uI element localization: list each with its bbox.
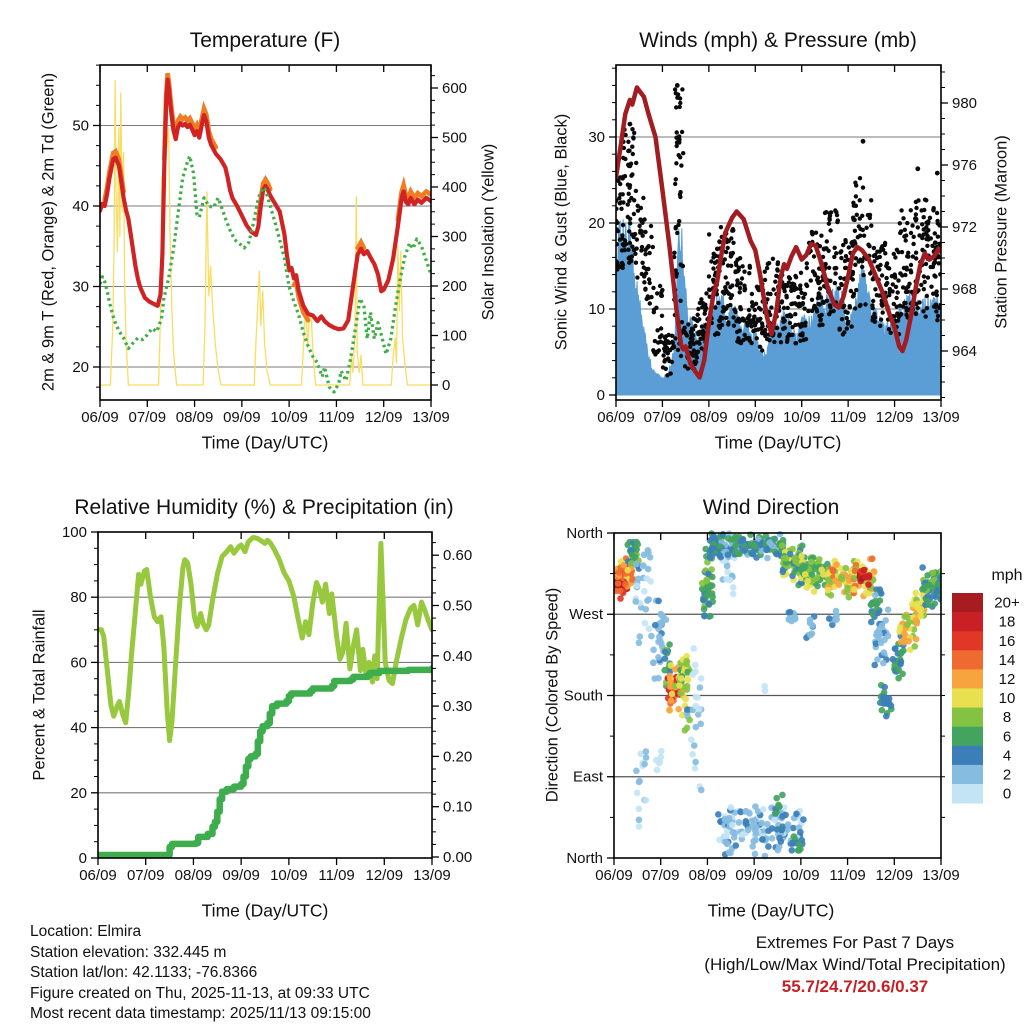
station-latlon-line: Station lat/lon: 42.1133; -76.8366 — [30, 964, 258, 981]
svg-text:20+: 20+ — [994, 594, 1020, 612]
svg-text:0: 0 — [1002, 785, 1012, 803]
svg-text:13/09: 13/09 — [922, 867, 960, 884]
wind-direction-title: Wind Direction — [702, 496, 840, 519]
svg-text:08/09: 08/09 — [690, 409, 728, 426]
temperature-xlabel: Time (Day/UTC) — [201, 432, 329, 453]
winds-pressure-title: Winds (mph) & Pressure (mb) — [639, 29, 917, 52]
svg-text:09/09: 09/09 — [222, 867, 260, 884]
svg-text:0: 0 — [596, 387, 605, 404]
svg-text:06/09: 06/09 — [81, 409, 119, 426]
svg-text:0.40: 0.40 — [443, 647, 473, 665]
svg-text:06/09: 06/09 — [597, 409, 635, 426]
svg-text:200: 200 — [442, 278, 468, 295]
svg-text:60: 60 — [70, 654, 87, 672]
svg-text:06/09: 06/09 — [79, 867, 117, 884]
svg-text:8: 8 — [1002, 709, 1012, 727]
svg-text:12/09: 12/09 — [364, 409, 403, 426]
extremes-block — [690, 932, 1020, 998]
svg-text:07/09: 07/09 — [643, 409, 682, 426]
svg-text:13/09: 13/09 — [922, 409, 960, 426]
svg-text:980: 980 — [952, 95, 978, 112]
svg-text:0: 0 — [78, 850, 87, 867]
svg-text:50: 50 — [72, 117, 89, 135]
svg-text:20: 20 — [72, 359, 89, 376]
svg-text:14: 14 — [998, 651, 1016, 669]
svg-text:09/09: 09/09 — [735, 867, 773, 884]
svg-text:16: 16 — [998, 632, 1016, 650]
temperature-plot — [0, 0, 512, 470]
direction-ylabel-left: Direction (Colored By Speed) — [543, 587, 562, 803]
svg-text:12: 12 — [998, 670, 1016, 688]
solar-ylabel-right: Solar Insolation (Yellow) — [479, 143, 498, 321]
svg-text:11/09: 11/09 — [829, 409, 867, 426]
svg-text:6: 6 — [1002, 728, 1012, 746]
svg-text:20: 20 — [588, 215, 605, 232]
svg-text:09/09: 09/09 — [223, 409, 261, 426]
svg-text:0.30: 0.30 — [443, 698, 473, 716]
temperature-ylabel-left: 2m & 9m T (Red, Orange) & 2m Td (Green) — [39, 72, 58, 392]
svg-text:07/09: 07/09 — [641, 867, 680, 884]
svg-text:13/09: 13/09 — [412, 409, 450, 426]
svg-text:South: South — [563, 687, 603, 705]
svg-text:12/09: 12/09 — [365, 867, 404, 884]
svg-text:North: North — [566, 850, 603, 867]
humidity-xlabel: Time (Day/UTC) — [201, 900, 329, 921]
extremes-values: 55.7/24.7/20.6/0.37 — [781, 977, 929, 996]
svg-text:300: 300 — [442, 228, 468, 246]
pressure-ylabel-right: Station Pressure (Maroon) — [992, 135, 1011, 329]
svg-text:18: 18 — [998, 613, 1016, 631]
station-location-line: Location: Elmira — [30, 923, 142, 940]
winds-xlabel: Time (Day/UTC) — [714, 432, 842, 453]
svg-text:0: 0 — [442, 377, 451, 394]
extremes-title: Extremes For Past 7 Days — [755, 933, 955, 952]
svg-text:08/09: 08/09 — [174, 867, 213, 884]
svg-text:12/09: 12/09 — [875, 409, 914, 426]
humidity-precip-plot — [0, 470, 512, 930]
svg-text:500: 500 — [442, 129, 468, 147]
svg-text:30: 30 — [588, 129, 605, 146]
station-elevation-line: Station elevation: 332.445 m — [30, 943, 227, 961]
svg-text:100: 100 — [61, 524, 87, 541]
station-info-block — [30, 922, 371, 1024]
svg-text:100: 100 — [442, 327, 468, 345]
direction-xlabel: Time (Day/UTC) — [707, 900, 835, 921]
svg-text:400: 400 — [442, 179, 468, 196]
svg-text:0.20: 0.20 — [443, 748, 473, 766]
svg-text:40: 40 — [70, 719, 87, 737]
svg-text:07/09: 07/09 — [128, 409, 167, 426]
svg-text:0.50: 0.50 — [443, 597, 473, 615]
svg-text:40: 40 — [72, 198, 89, 215]
data-timestamp-line: Most recent data timestamp: 2025/11/13 09:15:00 — [30, 1005, 371, 1022]
svg-text:972: 972 — [952, 219, 978, 236]
winds-pressure-plot — [512, 0, 1024, 470]
humidity-precip-title: Relative Humidity (%) & Precipitation (in) — [74, 496, 454, 519]
svg-text:08/09: 08/09 — [688, 867, 727, 884]
svg-text:East: East — [572, 768, 603, 786]
wind-ylabel-left: Sonic Wind & Gust (Blue, Black) — [552, 113, 571, 351]
temperature-title: Temperature (F) — [189, 29, 341, 52]
wind-direction-plot — [512, 470, 1024, 930]
svg-text:2: 2 — [1002, 766, 1012, 784]
svg-text:07/09: 07/09 — [126, 867, 165, 884]
svg-text:20: 20 — [70, 784, 87, 802]
svg-text:10/09: 10/09 — [270, 409, 308, 426]
svg-text:600: 600 — [442, 80, 468, 97]
svg-text:80: 80 — [70, 589, 87, 607]
svg-text:10: 10 — [998, 690, 1016, 708]
svg-text:11/09: 11/09 — [318, 409, 355, 426]
figure-created-line: Figure created on Thu, 2025-11-13, at 09:33 UTC — [30, 984, 370, 1002]
svg-text:10: 10 — [588, 301, 605, 318]
svg-text:964: 964 — [952, 343, 978, 360]
svg-text:0.60: 0.60 — [443, 547, 473, 565]
svg-text:12/09: 12/09 — [875, 867, 914, 884]
svg-text:30: 30 — [72, 278, 89, 296]
svg-text:North: North — [566, 524, 603, 542]
svg-text:10/09: 10/09 — [782, 867, 820, 884]
svg-text:11/09: 11/09 — [829, 867, 866, 884]
svg-text:11/09: 11/09 — [318, 867, 355, 884]
svg-text:4: 4 — [1002, 747, 1012, 765]
humidity-ylabel-left: Percent & Total Rainfall — [30, 609, 49, 781]
svg-text:mph: mph — [991, 567, 1023, 584]
svg-text:0.10: 0.10 — [443, 798, 473, 816]
svg-text:10/09: 10/09 — [270, 867, 308, 884]
svg-text:08/09: 08/09 — [175, 409, 214, 426]
svg-text:06/09: 06/09 — [595, 867, 633, 884]
svg-text:13/09: 13/09 — [413, 867, 451, 884]
svg-text:968: 968 — [952, 281, 978, 298]
svg-text:West: West — [569, 606, 603, 624]
svg-text:09/09: 09/09 — [736, 409, 775, 426]
extremes-subtitle: (High/Low/Max Wind/Total Precipitation) — [704, 955, 1006, 974]
svg-text:0.00: 0.00 — [443, 849, 473, 866]
svg-text:976: 976 — [952, 157, 978, 174]
svg-text:10/09: 10/09 — [782, 409, 821, 426]
